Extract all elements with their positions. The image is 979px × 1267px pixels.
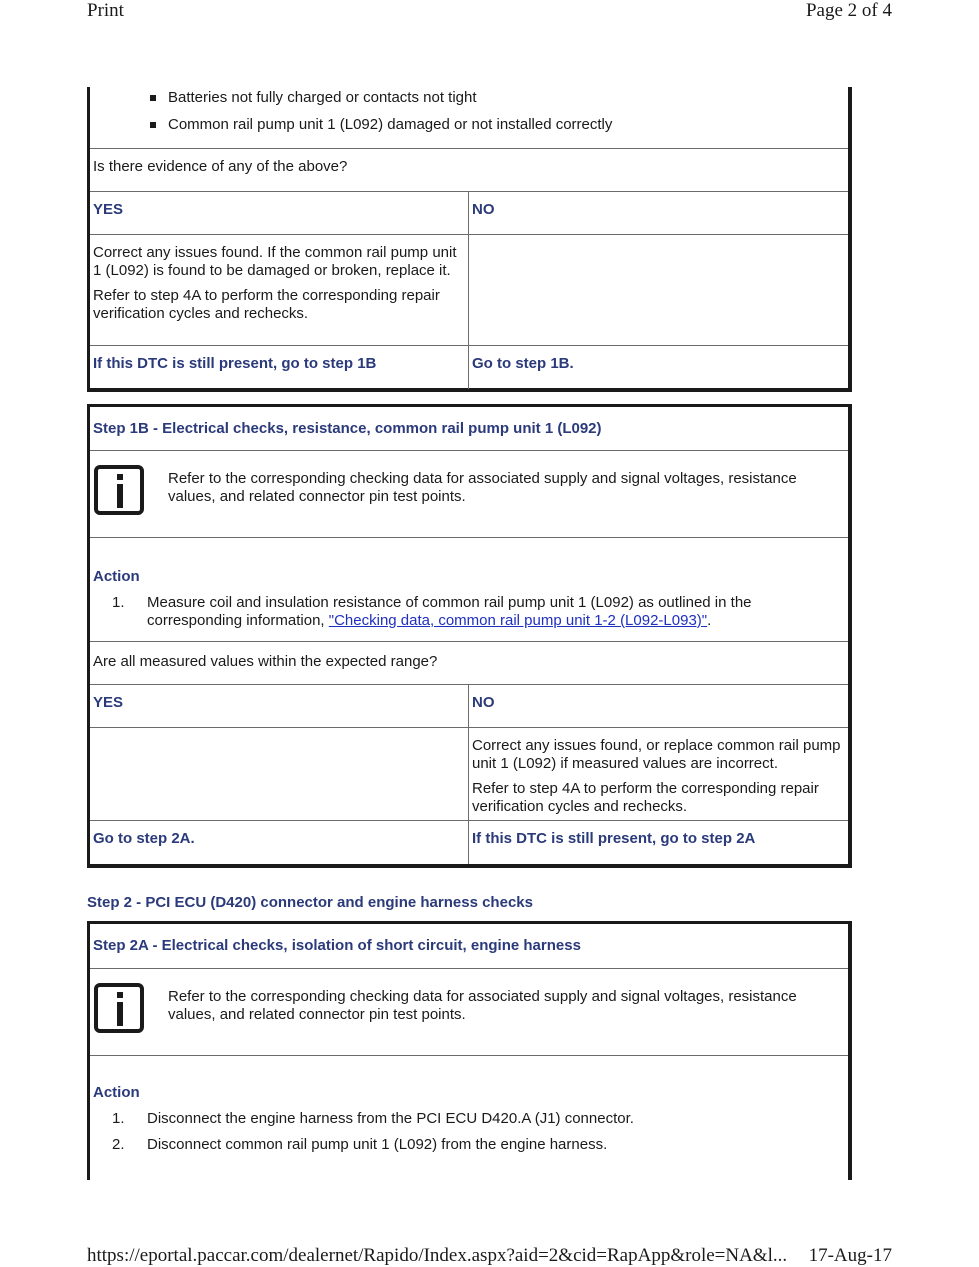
action-row <box>90 538 848 642</box>
yes-no-content-row <box>90 235 848 346</box>
step-2a-table <box>87 921 852 1180</box>
no-instruction: Correct any issues found, or replace common rail pump unit 1 (L092) if measured values are incorrect. <box>472 737 841 772</box>
yes-content-empty <box>90 728 469 820</box>
info-row <box>90 969 848 1056</box>
goto-row <box>90 346 848 389</box>
causes-list-row <box>90 87 848 149</box>
yes-goto: Go to step 2A. <box>93 830 195 847</box>
no-label: NO <box>472 201 495 218</box>
yes-instruction: Correct any issues found. If the common rail pump unit 1 (L092) is found to be damaged or broken, replace it. <box>93 244 457 279</box>
checking-data-link[interactable]: "Checking data, common rail pump unit 1-2 (L092-L093)" <box>328 612 708 629</box>
no-label: NO <box>472 694 495 711</box>
list-item: 1. Disconnect the engine harness from the PCI ECU D420.A (J1) connector. <box>112 1110 634 1127</box>
action-row <box>90 1056 848 1180</box>
no-content-empty <box>469 235 848 345</box>
step-2a-title-row <box>90 924 848 969</box>
no-goto: If this DTC is still present, go to step 2A <box>472 830 756 847</box>
yes-label: YES <box>93 694 124 711</box>
step-1a-table <box>87 87 852 392</box>
info-text: Refer to the corresponding checking data for associated supply and signal voltages, resistance values, and related connector pin test points. <box>168 988 797 1023</box>
action-label: Action <box>93 568 140 585</box>
step-2-heading: Step 2 - PCI ECU (D420) connector and engine harness checks <box>87 894 533 911</box>
list-item: 1. Measure coil and insulation resistance of common rail pump unit 1 (L092) as outlined in the corresponding information, "Checking data, common rail pump unit 1-2 (L092-L093)". <box>112 594 752 629</box>
action-list <box>90 594 848 630</box>
action-list <box>90 1110 848 1154</box>
step-1b-title-row <box>90 407 848 451</box>
info-text: Refer to the corresponding checking data for associated supply and signal voltages, resistance values, and related connector pin test points. <box>168 470 797 505</box>
action-label: Action <box>93 1084 140 1101</box>
question-text: Are all measured values within the expected range? <box>93 653 438 670</box>
info-row <box>90 451 848 538</box>
bullet-icon <box>150 95 156 101</box>
question-row <box>90 149 848 192</box>
yes-label: YES <box>93 201 124 218</box>
list-item: Batteries not fully charged or contacts not tight <box>150 89 612 107</box>
print-header: Print <box>87 0 124 21</box>
question-row <box>90 642 848 685</box>
no-goto: Go to step 1B. <box>472 355 574 372</box>
step-2a-title: Step 2A - Electrical checks, isolation of short circuit, engine harness <box>93 937 581 954</box>
yes-no-header-row <box>90 192 848 235</box>
list-item: Common rail pump unit 1 (L092) damaged or not installed correctly <box>150 116 612 134</box>
causes-list <box>150 89 612 143</box>
page-number: Page 2 of 4 <box>805 0 892 21</box>
no-refer-text: Refer to step 4A to perform the corresponding repair verification cycles and rechecks. <box>472 780 819 815</box>
yes-no-content-row <box>90 728 848 821</box>
yes-refer-text: Refer to step 4A to perform the corresponding repair verification cycles and rechecks. <box>93 287 440 322</box>
info-icon <box>94 983 144 1033</box>
step-1b-title: Step 1B - Electrical checks, resistance, common rail pump unit 1 (L092) <box>93 420 602 437</box>
question-text: Is there evidence of any of the above? <box>93 158 348 175</box>
bullet-icon <box>150 122 156 128</box>
step-1b-table <box>87 404 852 868</box>
page-url: https://eportal.paccar.com/dealernet/Rapido/Index.aspx?aid=2&cid=RapApp&role=NA&l... <box>87 1245 788 1266</box>
info-icon <box>94 465 144 515</box>
print-date: 17-Aug-17 <box>808 1245 892 1266</box>
yes-goto: If this DTC is still present, go to step 1B <box>93 355 377 372</box>
yes-no-header-row <box>90 685 848 728</box>
list-item: 2. Disconnect common rail pump unit 1 (L092) from the engine harness. <box>112 1136 608 1153</box>
goto-row <box>90 821 848 864</box>
